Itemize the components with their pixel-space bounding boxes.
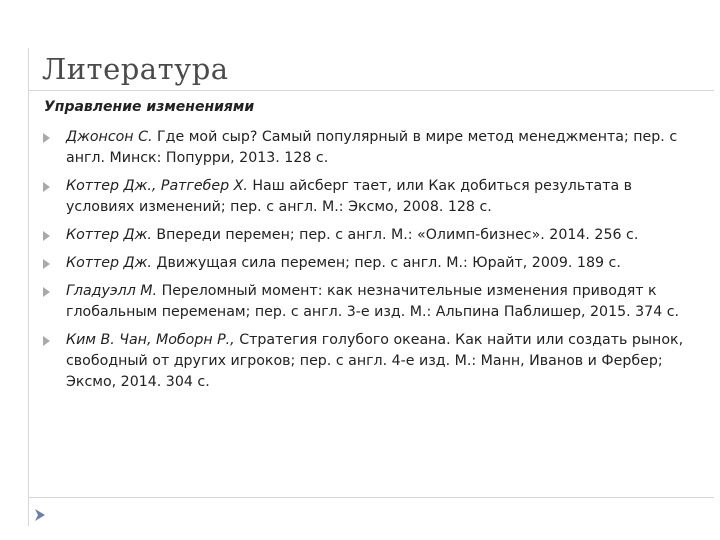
triangle-bullet-icon bbox=[43, 133, 50, 143]
triangle-bullet-icon bbox=[43, 336, 50, 346]
reference-item bbox=[40, 176, 700, 218]
reference-item bbox=[40, 127, 700, 169]
next-slide-arrow-icon[interactable] bbox=[32, 507, 48, 523]
reference-text: Стратегия голубого океана. Как найти или создать рынок, свободный от других игроков; пер. с англ. 4-е изд. М.: Манн, Иванов и Фербер; Эксмо, 2014. 304 с. bbox=[66, 332, 684, 390]
slide-title: Литература bbox=[42, 52, 229, 86]
reference-author: Коттер Дж. bbox=[66, 255, 152, 271]
footer-divider bbox=[28, 497, 714, 498]
reference-author: Ким В. Чан, Моборн Р., bbox=[66, 332, 235, 348]
reference-text: Где мой сыр? Самый популярный в мире метод менеджмента; пер. с англ. Минск: Попурри, 2013. 128 с. bbox=[66, 129, 678, 166]
reference-item bbox=[40, 253, 700, 274]
reference-list bbox=[40, 127, 700, 400]
reference-text: Движущая сила перемен; пер. с англ. М.: Юрайт, 2009. 189 с. bbox=[151, 255, 621, 271]
section-subtitle: Управление изменениями bbox=[44, 99, 255, 115]
next-slide-arrow-shape bbox=[35, 509, 45, 521]
reference-text: Переломный момент: как незначительные изменения приводят к глобальным переменам; пер. с англ. 3-е изд. М.: Альпина Паблишер, 2015. 374 с. bbox=[66, 283, 680, 320]
reference-author: Коттер Дж., Ратгебер Х. bbox=[66, 178, 248, 194]
reference-item bbox=[40, 330, 700, 393]
reference-item bbox=[40, 281, 700, 323]
reference-item bbox=[40, 225, 700, 246]
triangle-bullet-icon bbox=[43, 231, 50, 241]
title-divider bbox=[28, 90, 714, 91]
reference-author: Коттер Дж. bbox=[66, 227, 152, 243]
reference-author: Гладуэлл М. bbox=[66, 283, 158, 299]
reference-author: Джонсон С. bbox=[66, 129, 153, 145]
reference-text: Впереди перемен; пер. с англ. М.: «Олимп-бизнес». 2014. 256 с. bbox=[151, 227, 639, 243]
triangle-bullet-icon bbox=[43, 259, 50, 269]
triangle-bullet-icon bbox=[43, 182, 50, 192]
left-divider bbox=[28, 48, 29, 526]
reference-text: Наш айсберг тает, или Как добиться результата в условиях изменений; пер. с англ. М.: Эксмо, 2008. 128 с. bbox=[66, 178, 633, 215]
triangle-bullet-icon bbox=[43, 287, 50, 297]
